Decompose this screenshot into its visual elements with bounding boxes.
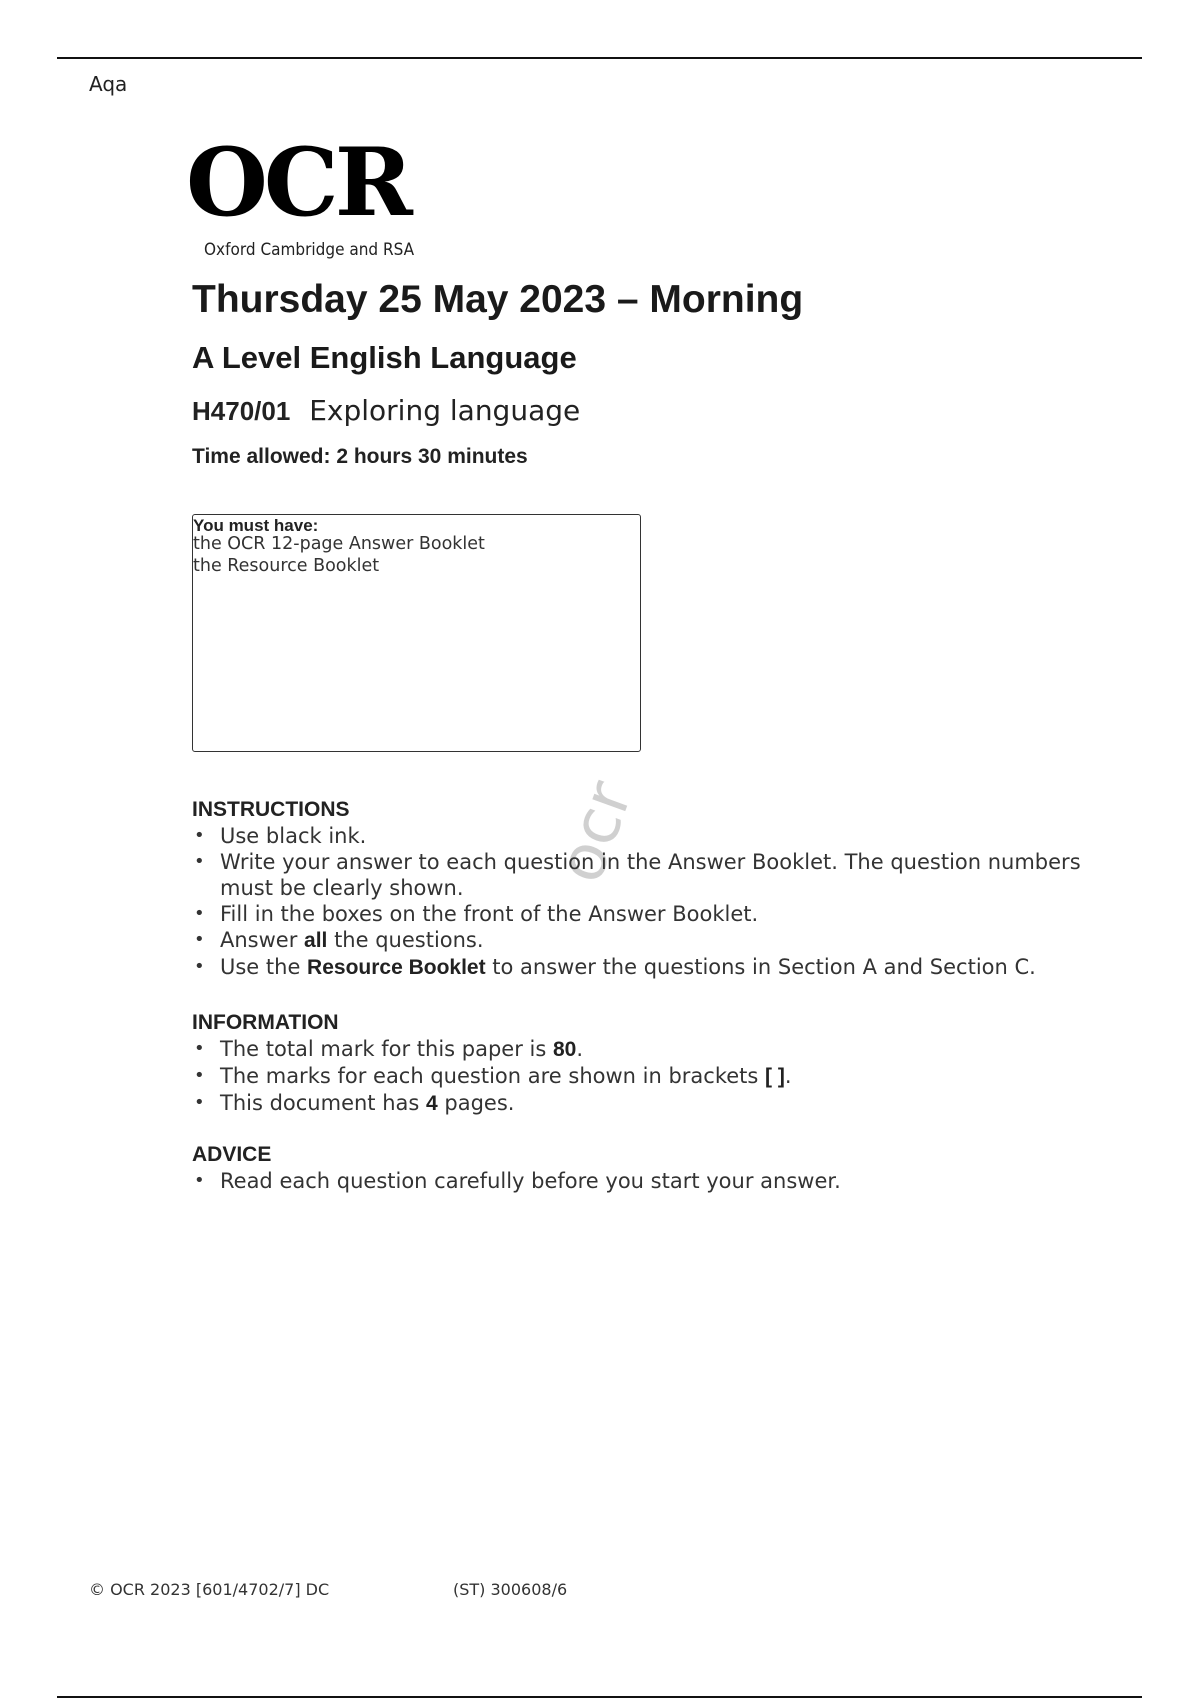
watermark: ocr (543, 772, 648, 892)
advice-heading: ADVICE (192, 1143, 272, 1166)
header-label: Aqa (89, 72, 128, 96)
bullet-item (192, 954, 1122, 981)
must-have-item: the Resource Booklet (193, 556, 380, 576)
advice-list (192, 1168, 1122, 1194)
bullet-text: to answer the questions in Section A and Section C. (485, 955, 1036, 979)
bullet-item (192, 1036, 1122, 1063)
bullet-icon: • (194, 825, 205, 846)
bullet-text: Fill in the boxes on the front of the Answer Booklet. (220, 902, 759, 926)
bullet-icon: • (194, 956, 205, 977)
bullet-item (192, 901, 1122, 927)
bullet-icon: • (194, 929, 205, 950)
bullet-text: Write your answer to each question in the Answer Booklet. The question numbers must be clearly shown. (220, 850, 1081, 900)
bullet-icon: • (194, 1092, 205, 1113)
bullet-emphasis: [ ] (765, 1065, 785, 1088)
paper-line (192, 394, 580, 427)
bullet-icon: • (194, 1065, 205, 1086)
bullet-text: pages. (437, 1091, 515, 1115)
instructions-heading: INSTRUCTIONS (192, 798, 350, 821)
bullet-item (192, 1168, 1122, 1194)
top-rule (57, 57, 1142, 59)
bullet-text: Use black ink. (220, 824, 367, 848)
bullet-text: The total mark for this paper is (220, 1037, 553, 1061)
bullet-icon: • (194, 1038, 205, 1059)
must-have-title: You must have: (193, 516, 319, 535)
bullet-text: Answer (220, 928, 305, 952)
time-allowed: Time allowed: 2 hours 30 minutes (192, 445, 528, 468)
information-list (192, 1036, 1122, 1117)
bullet-emphasis: Resource Booklet (307, 956, 486, 979)
must-have-item: the OCR 12-page Answer Booklet (193, 534, 485, 554)
bullet-item (192, 849, 1122, 901)
information-heading: INFORMATION (192, 1011, 339, 1034)
bullet-emphasis: 4 (426, 1092, 438, 1115)
bullet-text: The marks for each question are shown in brackets (220, 1064, 766, 1088)
bullet-item (192, 1090, 1122, 1117)
footer-reference: (ST) 300608/6 (453, 1580, 568, 1599)
bullet-text: the questions. (327, 928, 484, 952)
bullet-emphasis: all (304, 929, 328, 952)
bullet-icon: • (194, 903, 205, 924)
bullet-text: Read each question carefully before you start your answer. (220, 1169, 841, 1193)
instructions-list (192, 823, 1122, 981)
bullet-text: Use the (220, 955, 308, 979)
paper-title: Exploring language (309, 394, 581, 427)
bullet-icon: • (194, 1170, 205, 1191)
bullet-text: . (784, 1064, 792, 1088)
bullet-item (192, 1063, 1122, 1090)
qualification-title: A Level English Language (192, 340, 577, 375)
paper-code: H470/01 (192, 396, 291, 426)
bullet-text: This document has (220, 1091, 427, 1115)
bullet-icon: • (194, 851, 205, 872)
logo-subtitle: Oxford Cambridge and RSA (204, 240, 415, 260)
exam-date: Thursday 25 May 2023 – Morning (192, 278, 804, 321)
bottom-rule (57, 1696, 1142, 1698)
bullet-item (192, 927, 1122, 954)
footer-copyright: © OCR 2023 [601/4702/7] DC (89, 1580, 330, 1599)
ocr-logo: OCR (186, 128, 409, 238)
bullet-emphasis: 80 (552, 1038, 577, 1061)
bullet-item (192, 823, 1122, 849)
bullet-text: . (576, 1037, 584, 1061)
must-have-box (192, 514, 641, 752)
